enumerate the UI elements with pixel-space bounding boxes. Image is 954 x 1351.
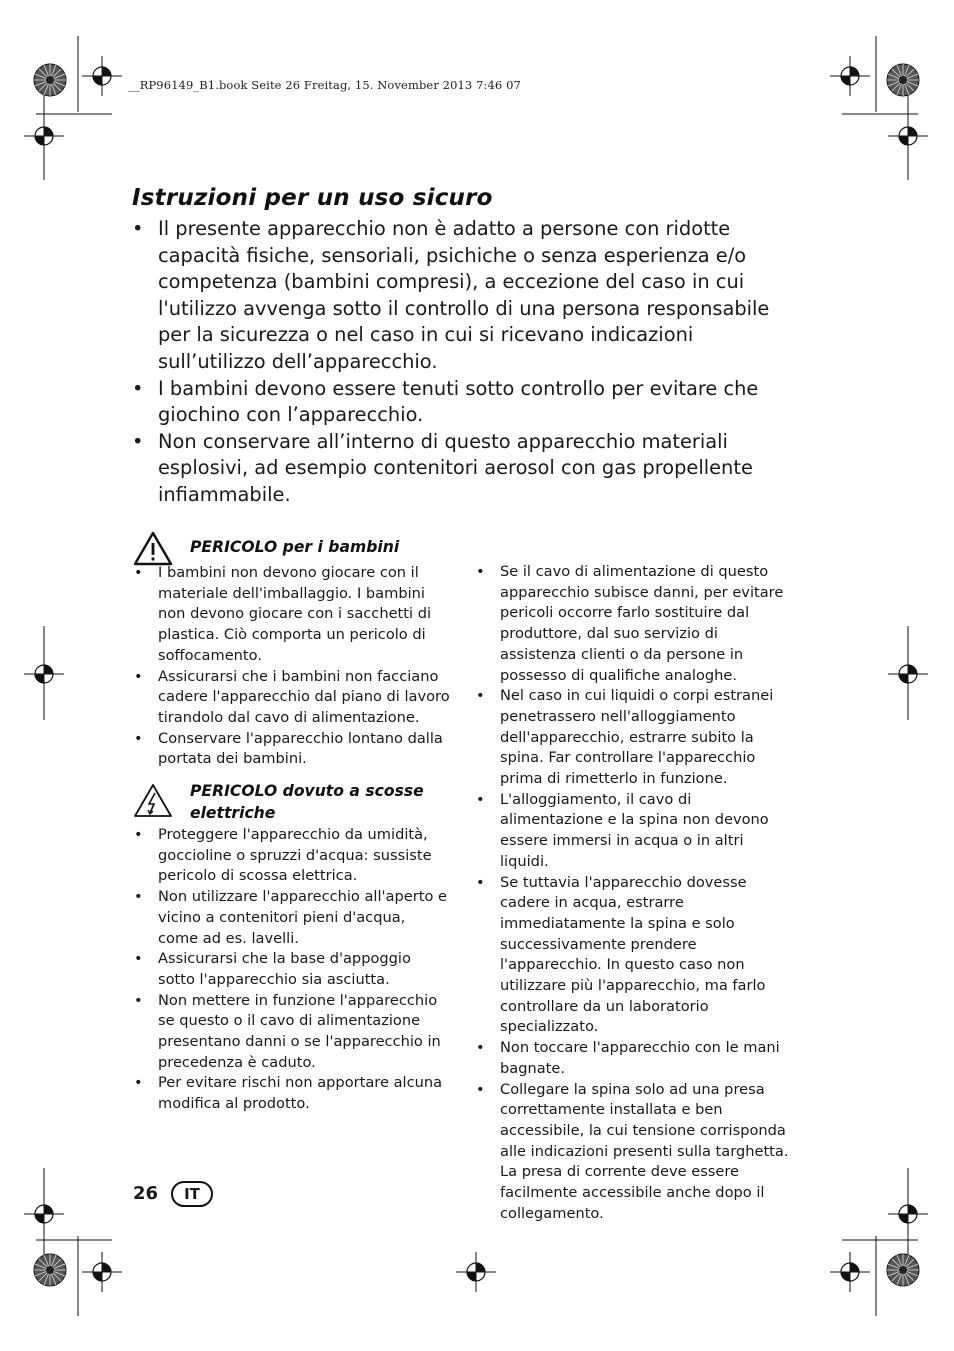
list-item: • Non mettere in funzione l'apparecchio se questo o il cavo di alimentazione presentano danni o se l'apparecchio in precedenza è caduto. [132,991,450,1074]
left-column [132,536,450,1115]
warning-electric-title: PERICOLO dovuto a scosse elettriche [190,782,424,823]
right-column [474,562,792,1225]
list-item: • Il presente apparecchio non è adatto a persone con ridotte capacità fisiche, sensoriali, psichiche o senza esperienza e/o competenza (bambini compresi), a eccezione del caso in cui l'utilizzo avvenga sotto il controllo di una persona responsabile per la sicurezza o nel caso in cui si ricevano indicazioni sull’utilizzo dell’apparecchio. [132,216,804,376]
warning-electric-list [132,825,450,1115]
list-item: • Proteggere l'apparecchio da umidità, goccioline o spruzzi d'acqua: sussiste pericolo di scossa elettrica. [132,825,450,887]
warning-children-heading [132,536,450,562]
list-item: • Se il cavo di alimentazione di questo apparecchio subisce danni, per evitare pericoli occorre farlo sostituire dal produttore, dal suo servizio di assistenza clienti o da persone in possesso di qualifiche analoghe. [474,562,792,686]
warning-children-list [132,563,450,770]
list-item: • Conservare l'apparecchio lontano dalla portata dei bambini. [132,729,450,770]
list-item: • Se tuttavia l'apparecchio dovesse cadere in acqua, estrarre immediatamente la spina e solo successivamente prendere l'apparecchio. In questo caso non utilizzare più l'apparecchio, ma farlo controllare da un laboratorio specializzato. [474,873,792,1039]
list-item: • Assicurarsi che la base d'appoggio sotto l'apparecchio sia asciutta. [132,949,450,990]
list-item: • Non toccare l'apparecchio con le mani bagnate. [474,1038,792,1079]
list-item: • Nel caso in cui liquidi o corpi estranei penetrassero nell'alloggiamento dell'apparecchio, estrarre subito la spina. Far controllare l'apparecchio prima di rimetterlo in funzione. [474,686,792,790]
page-number: 26 [133,1183,159,1204]
warning-children-title: PERICOLO per i bambini [190,538,400,556]
list-item: • Collegare la spina solo ad una presa correttamente installata e ben accessibile, la cui tensione corrisponda alle indicazioni presenti sulla targhetta. La presa di corrente deve essere facilmente accessibile anche dopo il collegamento. [474,1080,792,1225]
list-item: • Per evitare rischi non apportare alcuna modifica al prodotto. [132,1073,450,1114]
list-item: • Assicurarsi che i bambini non facciano cadere l'apparecchio dal piano di lavoro tirandolo dal cavo di alimentazione. [132,667,450,729]
language-badge: IT [171,1181,213,1207]
list-item: • Non conservare all’interno di questo apparecchio materiali esplosivi, ad esempio contenitori aerosol con gas propellente infiammabile. [132,429,804,509]
safety-instructions-list [132,216,804,509]
electric-shock-icon [132,782,174,820]
list-item: • Non utilizzare l'apparecchio all'aperto e vicino a contenitori pieni d'acqua, come ad es. lavelli. [132,887,450,949]
section-title: Istruzioni per un uso sicuro [132,185,493,211]
warning-electric-heading [132,780,450,824]
list-item: • I bambini devono essere tenuti sotto controllo per evitare che giochino con l’apparecchio. [132,376,804,429]
list-item: • L'alloggiamento, il cavo di alimentazione e la spina non devono essere immersi in acqua o in altri liquidi. [474,790,792,873]
electric-safety-list [474,562,792,1225]
list-item: • I bambini non devono giocare con il materiale dell'imballaggio. I bambini non devono giocare con i sacchetti di plastica. Ciò comporta un pericolo di soffocamento. [132,563,450,667]
file-info-header: __RP96149_B1.book Seite 26 Freitag, 15. November 2013 7:46 07 [128,78,521,92]
